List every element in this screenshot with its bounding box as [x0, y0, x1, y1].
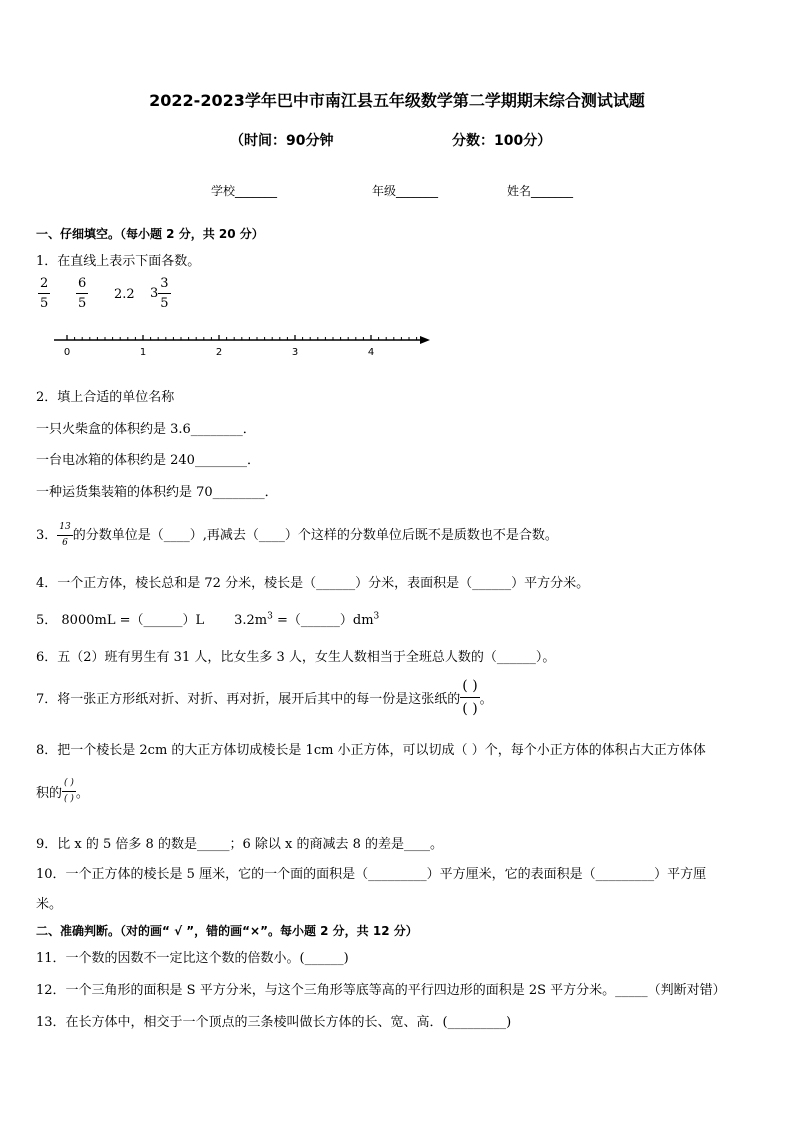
question-2: 2．填上合适的单位名称 [36, 390, 175, 405]
q2-line-2: 一台电冰箱的体积约是 240________． [36, 453, 260, 468]
tick-label: 4 [367, 347, 375, 358]
question-13: 13．在长方体中，相交于一个顶点的三条棱叫做长方体的长、宽、高．(_________) [36, 1015, 512, 1030]
question-4: 4．一个正方体，棱长总和是 72 分米，棱长是（______）分米，表面积是（______）平方分米。 [36, 576, 590, 591]
q1-number-2: $\frac{6}{5}$ [78, 276, 87, 311]
tick-label: 0 [63, 347, 71, 358]
question-12: 12．一个三角形的面积是 S 平方分米，与这个三角形等底等高的平行四边形的面积是 2S 平方分米。_____（判断对错） [36, 983, 726, 998]
page-title: 2022-2023学年巴中市南江县五年级数学第二学期期末综合测试试题 [149, 91, 645, 110]
q1-number-3: 2.2 [114, 287, 135, 302]
question-5: 5． 8000mL =（______）L $3.2m^3$ $=(\_\_\_\_\_\_)dm^3$ [36, 611, 380, 628]
tick-label: 1 [139, 347, 147, 358]
q1-number-1: $\frac{2}{5}$ [40, 276, 49, 311]
question-10: 10．一个正方体的棱长是 5 厘米，它的一个面的面积是（_________）平方厘米，它的表面积是（_________）平方厘 [36, 867, 707, 882]
question-3: 3． $\frac{13}{6}$ 的分数单位是（____）,再减去（____）个这样的分数单位后既不是质数也不是合数。 [36, 522, 558, 548]
school-field: 学校_______ [211, 184, 278, 198]
question-7: 7．将一张正方形纸对折、对折、再对折，展开后其中的每一份是这张纸的 ( ) ( ) 。 [36, 678, 493, 717]
question-1: 1．在直线上表示下面各数。 [36, 254, 201, 269]
q2-line-1: 一只火柴盒的体积约是 3.6________． [36, 422, 256, 437]
grade-field: 年级_______ [372, 184, 439, 198]
question-11: 11．一个数的因数不一定比这个数的倍数小。(______) [36, 951, 349, 966]
name-field: 姓名_______ [507, 184, 574, 198]
q1-number-4: 3 $\frac{3}{5}$ [150, 276, 169, 311]
exam-score: 分数：100分） [452, 133, 552, 149]
arrow-icon [420, 336, 430, 344]
question-10-line-2: 米。 [36, 897, 63, 912]
tick-label: 2 [215, 347, 223, 358]
section2-heading: 二、准确判断。（对的画“ √ ”，错的画“×”。每小题 2 分，共 12 分） [36, 924, 418, 938]
tick-label: 3 [291, 347, 299, 358]
question-8: 8．把一个棱长是 2cm 的大正方体切成棱长是 1cm 小正方体，可以切成（ ）个，每个小正方体的体积占大正方体体 [36, 743, 706, 758]
question-8-line-2: 积的 $\frac{( )}{( )}$ 。 [36, 778, 89, 804]
q2-line-3: 一种运货集装箱的体积约是 70________． [36, 485, 278, 500]
question-6: 6．五（2）班有男生有 31 人，比女生多 3 人，女生人数相当于全班总人数的（______）。 [36, 650, 556, 665]
number-line [50, 328, 440, 362]
section1-heading: 一、仔细填空。（每小题 2 分，共 20 分） [36, 227, 264, 241]
question-9: 9．比 x 的 5 倍多 8 的数是_____；6 除以 x 的商减去 8 的差是____。 [36, 837, 443, 852]
exam-time: （时间：90分钟 [230, 133, 334, 149]
